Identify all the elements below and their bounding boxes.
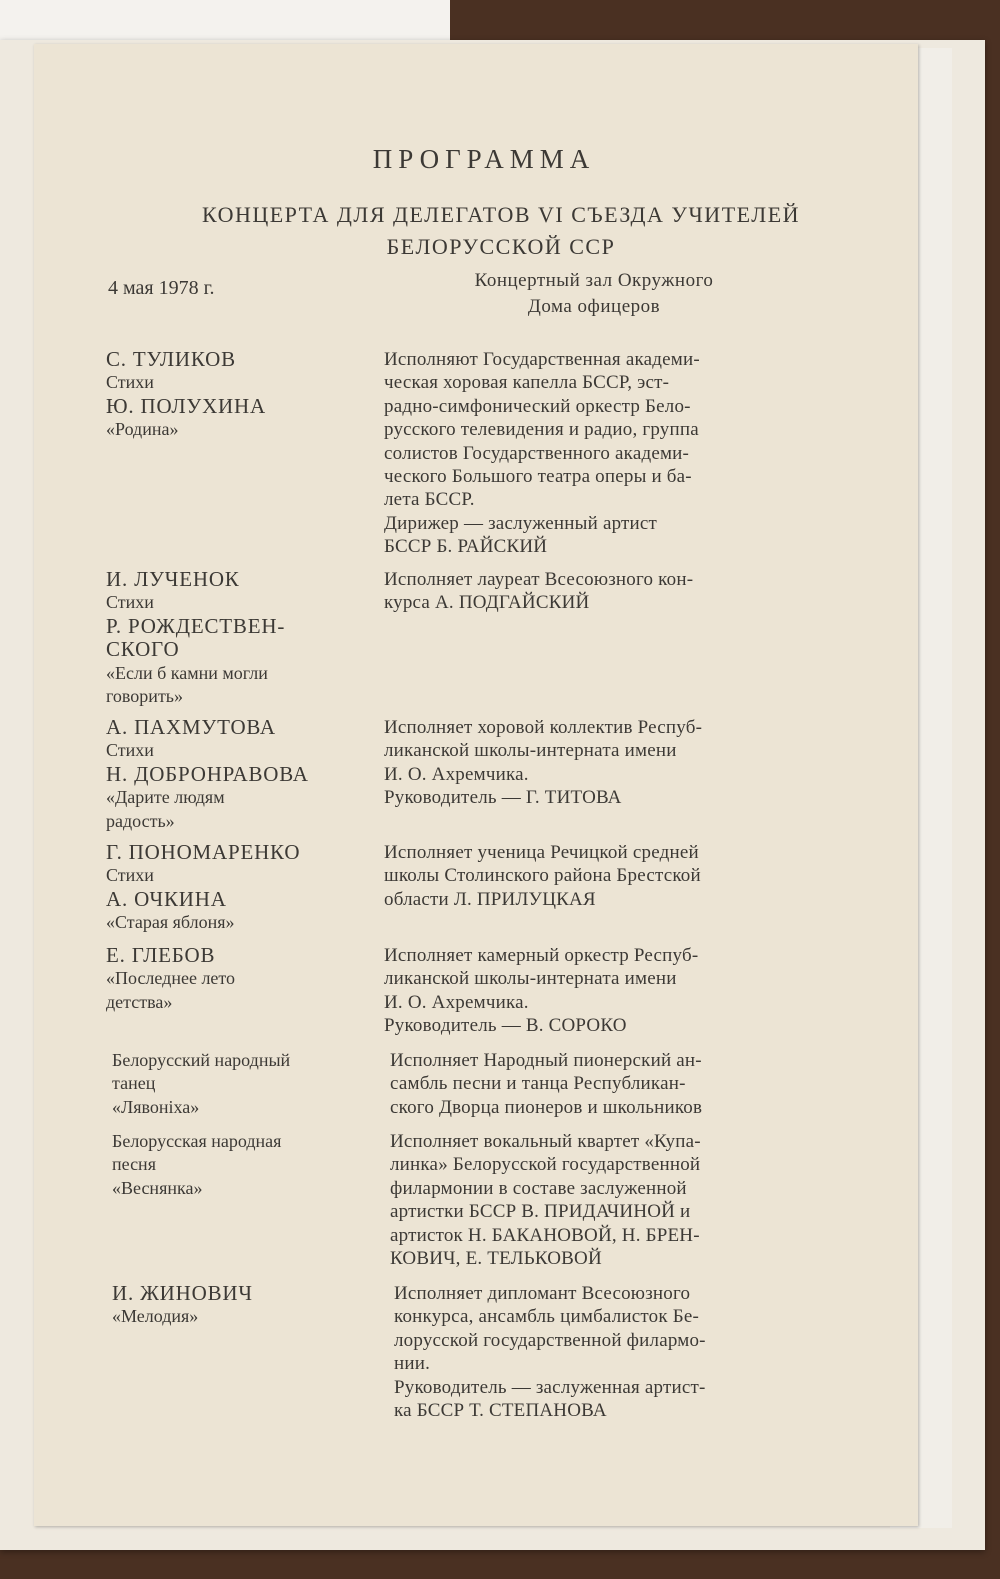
text-line: артисток Н. БАКАНОВОЙ, Н. БРЕН- <box>390 1224 700 1246</box>
work-title: радость» <box>106 810 175 831</box>
text-line: области Л. ПРИЛУЦКАЯ <box>384 888 596 910</box>
background-paper <box>0 0 450 42</box>
performer-info <box>384 568 814 615</box>
text-line: И. О. Ахремчика. <box>384 763 529 785</box>
text-line: БССР Б. РАЙСКИЙ <box>384 536 548 558</box>
subtitle-line: КОНЦЕРТА ДЛЯ ДЕЛЕГАТОВ VI СЪЕЗДА УЧИТЕЛЕЙ <box>201 202 801 227</box>
work-title: «Веснянка» <box>112 1177 203 1198</box>
composition-info <box>106 841 386 935</box>
text-line: ка БССР Т. СТЕПАНОВА <box>394 1400 607 1422</box>
text-line: Исполняет камерный оркестр Респуб- <box>384 945 699 966</box>
text-line: ликанской школы-интерната имени <box>384 740 677 762</box>
subtitle-line: БЕЛОРУССКОЙ ССР <box>386 234 616 259</box>
text-line: Исполняет хоровой коллектив Респуб- <box>384 717 703 738</box>
composition-info <box>106 716 386 833</box>
concert-date: 4 мая 1978 г. <box>108 277 215 299</box>
poet-name: Ю. ПОЛУХИНА <box>106 393 266 418</box>
composition-info <box>106 944 386 1014</box>
lyrics-label: Стихи <box>106 592 154 613</box>
text-line: Исполняет вокальный квартет «Купа- <box>390 1131 701 1152</box>
poet-name: Р. РОЖДЕСТВЕН- <box>106 613 286 638</box>
text-line: солистов Государственного академи- <box>384 442 690 464</box>
lyrics-label: Стихи <box>106 740 154 761</box>
performer-info <box>384 348 814 559</box>
work-title: «Если б камни могли <box>106 662 268 683</box>
composition-info <box>112 1282 392 1329</box>
text-line: Исполняет Народный пионерский ан- <box>390 1050 702 1071</box>
composer-name: С. ТУЛИКОВ <box>106 347 236 371</box>
text-line: радно-симфонический оркестр Бело- <box>384 395 691 417</box>
text-line: Руководитель — В. СОРОКО <box>384 1015 627 1037</box>
page-title: ПРОГРАММА <box>372 144 596 174</box>
venue-line: Концертный зал Окружного <box>474 270 714 291</box>
work-title: «Лявоніха» <box>112 1096 200 1117</box>
text-line: нии. <box>394 1353 431 1375</box>
text-line: лорусской государственной филармо- <box>394 1329 706 1351</box>
work-genre: Белорусский народный <box>112 1050 291 1070</box>
text-line: ликанской школы-интерната имени <box>384 968 677 990</box>
concert-venue <box>394 268 794 320</box>
work-title: «Мелодия» <box>112 1306 199 1327</box>
work-title: детства» <box>106 991 173 1012</box>
concert-subtitle <box>34 199 968 263</box>
composer-name: Г. ПОНОМАРЕНКО <box>106 840 301 864</box>
text-line: КОВИЧ, Е. ТЕЛЬКОВОЙ <box>390 1248 602 1270</box>
text-line: лета БССР. <box>384 489 475 511</box>
work-title: говорить» <box>106 686 184 707</box>
performer-info <box>384 716 814 810</box>
poet-name: СКОГО <box>106 637 180 662</box>
performer-info <box>384 841 814 911</box>
composition-info <box>112 1130 392 1200</box>
text-line: артистки БССР В. ПРИДАЧИНОЙ и <box>390 1201 691 1223</box>
text-line: курса А. ПОДГАЙСКИЙ <box>384 592 590 614</box>
text-line: Дирижер — заслуженный артист <box>384 512 658 534</box>
text-line: самбль песни и танца Республикан- <box>390 1073 686 1095</box>
performer-info <box>384 944 814 1038</box>
text-line: ческая хоровая капелла БССР, эст- <box>384 372 670 394</box>
composition-info <box>106 568 386 708</box>
work-genre: танец <box>112 1073 156 1094</box>
text-line: И. О. Ахремчика. <box>384 991 529 1013</box>
composition-info <box>112 1049 392 1119</box>
work-title: «Дарите людям <box>106 787 225 808</box>
performer-info <box>394 1282 824 1422</box>
text-line: школы Столинского района Брестской <box>384 865 701 887</box>
text-line: Исполняет лауреат Всесоюзного кон- <box>384 569 694 590</box>
work-title: «Родина» <box>106 419 179 440</box>
work-title: «Последнее лето <box>106 968 236 989</box>
text-line: ческого Большого театра оперы и ба- <box>384 466 692 488</box>
performer-info <box>390 1130 820 1270</box>
composer-name: И. ЛУЧЕНОК <box>106 567 240 591</box>
performer-info <box>390 1049 820 1119</box>
composer-name: Е. ГЛЕБОВ <box>106 943 216 967</box>
work-title: «Старая яблоня» <box>106 912 235 933</box>
text-line: линка» Белорусской государственной <box>390 1154 701 1176</box>
text-line: филармонии в составе заслуженной <box>390 1177 687 1199</box>
venue-line: Дома офицеров <box>527 296 661 317</box>
text-line: ского Дворца пионеров и школьников <box>390 1096 703 1118</box>
poet-name: Н. ДОБРОНРАВОВА <box>106 761 309 786</box>
text-line: Исполняет дипломант Всесоюзного <box>394 1283 691 1304</box>
composition-info <box>106 348 386 442</box>
text-line: Руководитель — Г. ТИТОВА <box>384 787 622 809</box>
composer-name: А. ПАХМУТОВА <box>106 715 276 739</box>
text-line: Руководитель — заслуженная артист- <box>394 1376 706 1398</box>
work-genre: песня <box>112 1154 156 1175</box>
lyrics-label: Стихи <box>106 865 154 886</box>
text-line: русского телевидения и радио, группа <box>384 419 699 441</box>
program-page <box>34 44 918 1526</box>
poet-name: А. ОЧКИНА <box>106 886 227 911</box>
text-line: конкурса, ансамбль цимбалисток Бе- <box>394 1306 700 1328</box>
lyrics-label: Стихи <box>106 372 154 393</box>
text-line: Исполняют Государственная академи- <box>384 349 700 370</box>
text-line: Исполняет ученица Речицкой средней <box>384 842 699 863</box>
work-genre: Белорусская народная <box>112 1131 282 1151</box>
composer-name: И. ЖИНОВИЧ <box>112 1281 253 1305</box>
